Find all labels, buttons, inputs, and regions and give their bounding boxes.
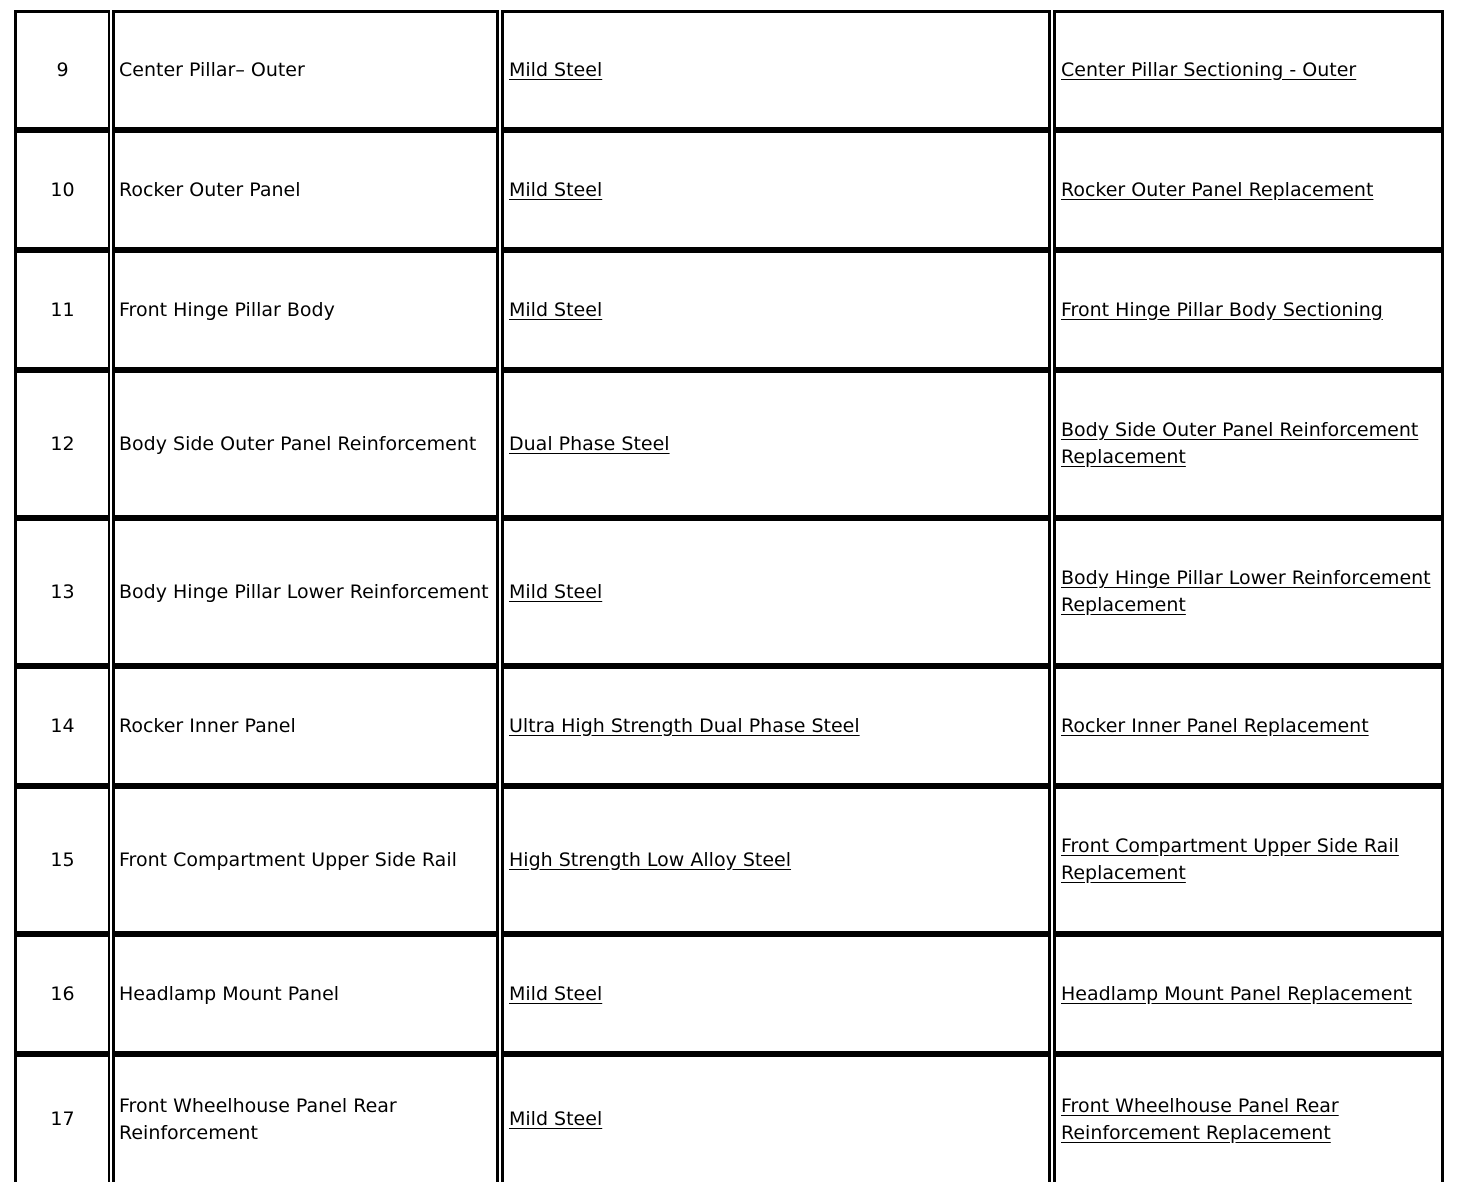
procedure-link[interactable]: Body Side Outer Panel Reinforcement Replacement: [1061, 419, 1419, 468]
procedure-link[interactable]: Front Compartment Upper Side Rail Replacement: [1061, 835, 1399, 884]
material-link[interactable]: Mild Steel: [509, 178, 603, 201]
material-link[interactable]: Mild Steel: [509, 580, 603, 603]
material-cell: [501, 934, 1051, 1054]
procedure-link[interactable]: Front Hinge Pillar Body Sectioning: [1061, 298, 1383, 321]
table-row: [14, 370, 1446, 518]
procedure-link[interactable]: Rocker Outer Panel Replacement: [1061, 178, 1374, 201]
procedure-cell: [1053, 10, 1444, 130]
material-cell: [501, 786, 1051, 934]
procedure-cell: [1053, 1054, 1444, 1182]
part-name: Body Hinge Pillar Lower Reinforcement: [112, 518, 499, 666]
procedure-cell: [1053, 518, 1444, 666]
part-name: Rocker Outer Panel: [112, 130, 499, 250]
material-cell: [501, 370, 1051, 518]
procedure-cell: [1053, 370, 1444, 518]
procedure-cell: [1053, 250, 1444, 370]
procedure-link[interactable]: Center Pillar Sectioning - Outer: [1061, 58, 1357, 81]
material-link[interactable]: Mild Steel: [509, 58, 603, 81]
part-name: Rocker Inner Panel: [112, 666, 499, 786]
material-link[interactable]: Mild Steel: [509, 1108, 603, 1130]
table-row: [14, 518, 1446, 666]
part-name: Front Compartment Upper Side Rail: [112, 786, 499, 934]
material-link[interactable]: Ultra High Strength Dual Phase Steel: [509, 714, 860, 737]
material-link[interactable]: Mild Steel: [509, 298, 603, 321]
material-cell: [501, 518, 1051, 666]
table-row: [14, 10, 1446, 130]
material-link[interactable]: Dual Phase Steel: [509, 432, 670, 455]
material-link[interactable]: Mild Steel: [509, 982, 603, 1005]
row-number: 12: [14, 370, 110, 518]
procedure-cell: [1053, 934, 1444, 1054]
procedure-link[interactable]: Headlamp Mount Panel Replacement: [1061, 982, 1412, 1005]
procedure-link[interactable]: Body Hinge Pillar Lower Reinforcement Replacement: [1061, 567, 1431, 616]
row-number: 9: [14, 10, 110, 130]
procedure-link[interactable]: Rocker Inner Panel Replacement: [1061, 714, 1369, 737]
row-number: 10: [14, 130, 110, 250]
row-number: 17: [14, 1054, 110, 1182]
row-number: 16: [14, 934, 110, 1054]
table-row: [14, 666, 1446, 786]
part-name: Body Side Outer Panel Reinforcement: [112, 370, 499, 518]
material-cell: [501, 10, 1051, 130]
material-cell: [501, 250, 1051, 370]
material-cell: [501, 666, 1051, 786]
part-name: Headlamp Mount Panel: [112, 934, 499, 1054]
row-number: 14: [14, 666, 110, 786]
material-cell: [501, 130, 1051, 250]
procedure-cell: [1053, 130, 1444, 250]
material-cell: [501, 1054, 1051, 1182]
table-row: [14, 250, 1446, 370]
row-number: 13: [14, 518, 110, 666]
procedure-cell: [1053, 786, 1444, 934]
table-row: [14, 130, 1446, 250]
procedure-link[interactable]: Front Wheelhouse Panel Rear Reinforcement Replacement: [1061, 1094, 1339, 1144]
table-row: [14, 786, 1446, 934]
procedure-cell: [1053, 666, 1444, 786]
material-link[interactable]: High Strength Low Alloy Steel: [509, 848, 792, 871]
row-number: 15: [14, 786, 110, 934]
part-name: Front Hinge Pillar Body: [112, 250, 499, 370]
part-name: Center Pillar– Outer: [112, 10, 499, 130]
row-number: 11: [14, 250, 110, 370]
table-row: [14, 1054, 1446, 1182]
part-name: Front Wheelhouse Panel Rear Reinforcement: [112, 1054, 499, 1182]
table-row: [14, 934, 1446, 1054]
parts-table: [14, 10, 1446, 1182]
